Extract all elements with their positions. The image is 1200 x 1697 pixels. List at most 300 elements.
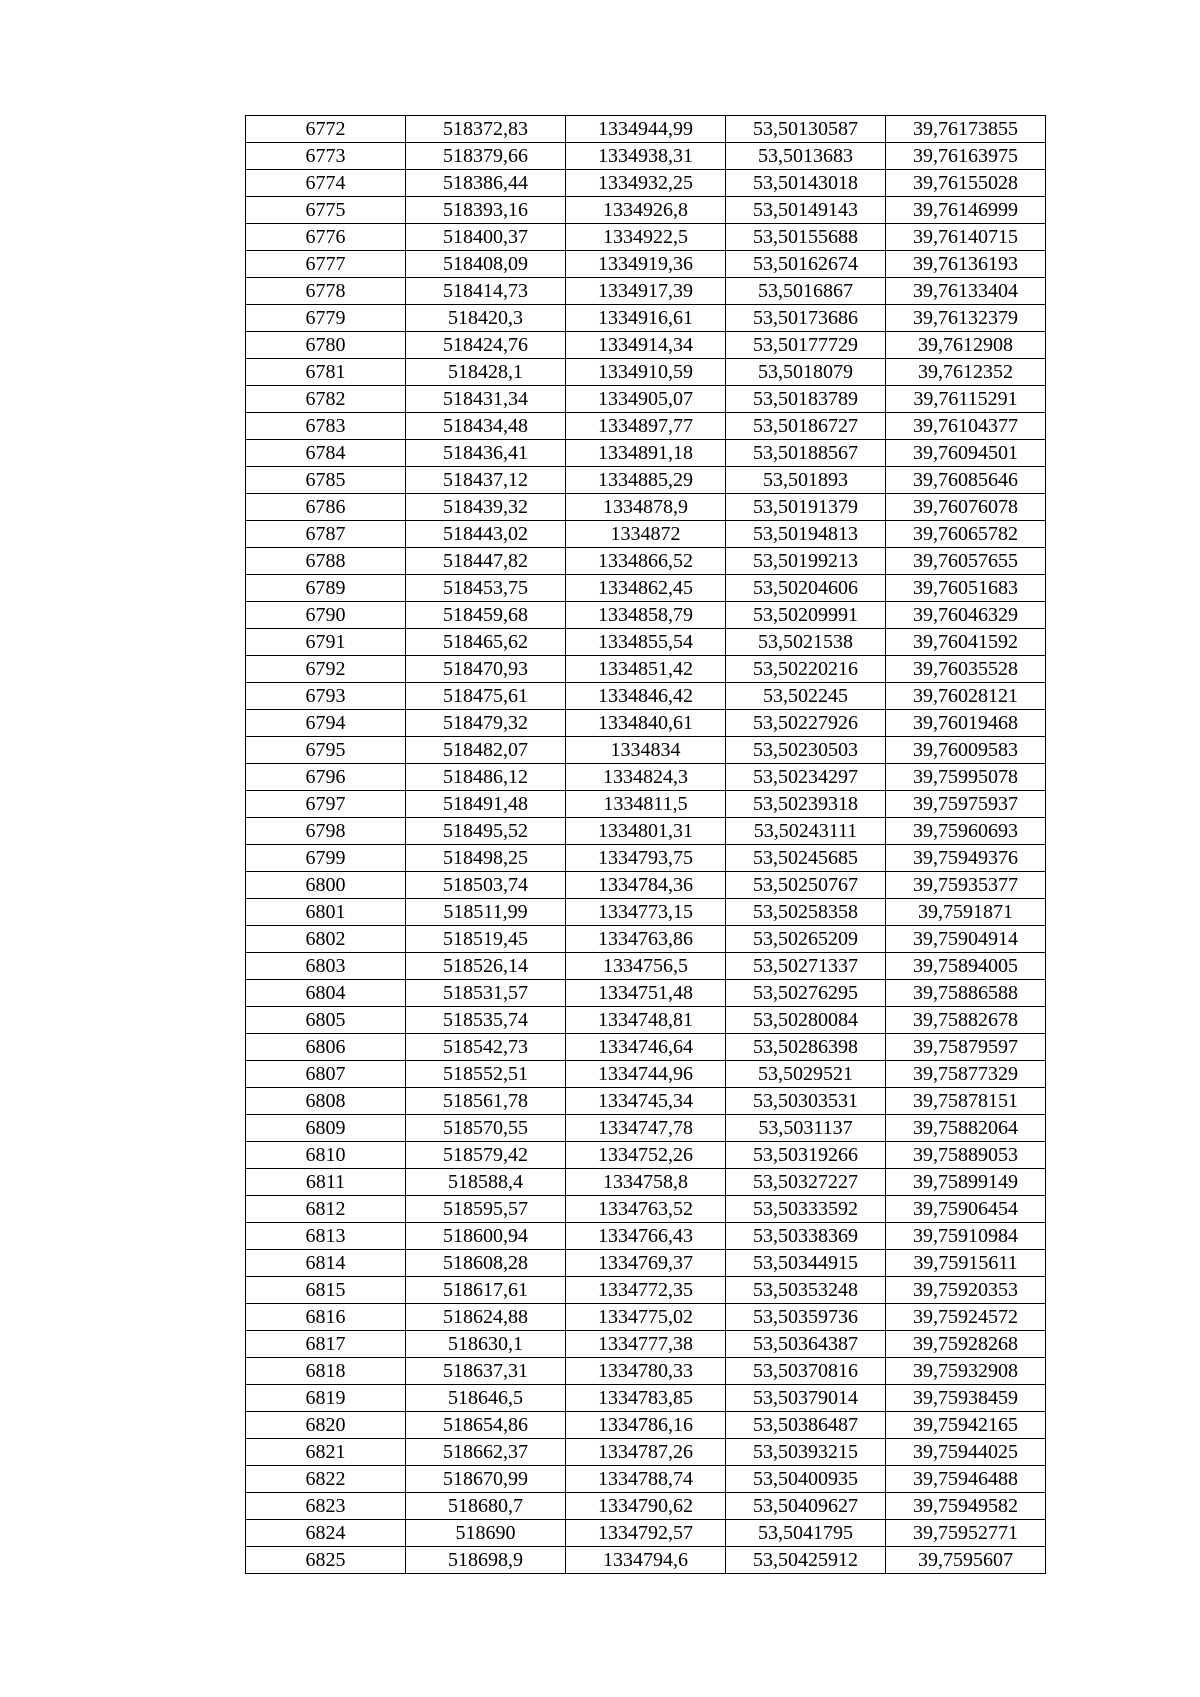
y-coordinate-cell: 1334769,37 [566,1250,726,1277]
table-row [246,1439,1046,1466]
latitude-cell: 53,50243111 [726,818,886,845]
point-number-cell: 6819 [246,1385,406,1412]
y-coordinate-cell: 1334858,79 [566,602,726,629]
point-number-cell: 6809 [246,1115,406,1142]
longitude-cell: 39,7591871 [886,899,1046,926]
y-coordinate-cell: 1334745,34 [566,1088,726,1115]
x-coordinate-cell: 518662,37 [406,1439,566,1466]
x-coordinate-cell: 518526,14 [406,953,566,980]
latitude-cell: 53,5029521 [726,1061,886,1088]
longitude-cell: 39,75915611 [886,1250,1046,1277]
longitude-cell: 39,76051683 [886,575,1046,602]
table-row [246,1061,1046,1088]
point-number-cell: 6772 [246,116,406,143]
y-coordinate-cell: 1334780,33 [566,1358,726,1385]
longitude-cell: 39,75878151 [886,1088,1046,1115]
latitude-cell: 53,50327227 [726,1169,886,1196]
x-coordinate-cell: 518646,5 [406,1385,566,1412]
latitude-cell: 53,50271337 [726,953,886,980]
latitude-cell: 53,50333592 [726,1196,886,1223]
table-row [246,386,1046,413]
point-number-cell: 6802 [246,926,406,953]
table-row [246,1304,1046,1331]
y-coordinate-cell: 1334932,25 [566,170,726,197]
longitude-cell: 39,75949376 [886,845,1046,872]
latitude-cell: 53,50319266 [726,1142,886,1169]
point-number-cell: 6774 [246,170,406,197]
table-row [246,251,1046,278]
latitude-cell: 53,50143018 [726,170,886,197]
x-coordinate-cell: 518453,75 [406,575,566,602]
x-coordinate-cell: 518414,73 [406,278,566,305]
y-coordinate-cell: 1334786,16 [566,1412,726,1439]
y-coordinate-cell: 1334917,39 [566,278,726,305]
y-coordinate-cell: 1334910,59 [566,359,726,386]
latitude-cell: 53,50258358 [726,899,886,926]
table-row [246,1034,1046,1061]
longitude-cell: 39,76140715 [886,224,1046,251]
x-coordinate-cell: 518486,12 [406,764,566,791]
y-coordinate-cell: 1334794,6 [566,1547,726,1574]
point-number-cell: 6798 [246,818,406,845]
x-coordinate-cell: 518447,82 [406,548,566,575]
y-coordinate-cell: 1334922,5 [566,224,726,251]
table-row [246,710,1046,737]
x-coordinate-cell: 518459,68 [406,602,566,629]
x-coordinate-cell: 518630,1 [406,1331,566,1358]
point-number-cell: 6815 [246,1277,406,1304]
latitude-cell: 53,50130587 [726,116,886,143]
table-row [246,548,1046,575]
y-coordinate-cell: 1334862,45 [566,575,726,602]
longitude-cell: 39,75882064 [886,1115,1046,1142]
x-coordinate-cell: 518624,88 [406,1304,566,1331]
table-row [246,1547,1046,1574]
longitude-cell: 39,7612352 [886,359,1046,386]
longitude-cell: 39,76094501 [886,440,1046,467]
x-coordinate-cell: 518570,55 [406,1115,566,1142]
table-row [246,1412,1046,1439]
y-coordinate-cell: 1334772,35 [566,1277,726,1304]
longitude-cell: 39,76173855 [886,116,1046,143]
point-number-cell: 6791 [246,629,406,656]
longitude-cell: 39,76019468 [886,710,1046,737]
longitude-cell: 39,76046329 [886,602,1046,629]
longitude-cell: 39,76057655 [886,548,1046,575]
y-coordinate-cell: 1334801,31 [566,818,726,845]
table-row [246,872,1046,899]
longitude-cell: 39,75946488 [886,1466,1046,1493]
longitude-cell: 39,76115291 [886,386,1046,413]
x-coordinate-cell: 518617,61 [406,1277,566,1304]
point-number-cell: 6778 [246,278,406,305]
y-coordinate-cell: 1334872 [566,521,726,548]
longitude-cell: 39,76041592 [886,629,1046,656]
table-row [246,1331,1046,1358]
point-number-cell: 6782 [246,386,406,413]
y-coordinate-cell: 1334783,85 [566,1385,726,1412]
table-row [246,1520,1046,1547]
longitude-cell: 39,75877329 [886,1061,1046,1088]
table-row [246,305,1046,332]
y-coordinate-cell: 1334784,36 [566,872,726,899]
y-coordinate-cell: 1334763,52 [566,1196,726,1223]
longitude-cell: 39,75942165 [886,1412,1046,1439]
x-coordinate-cell: 518680,7 [406,1493,566,1520]
latitude-cell: 53,50239318 [726,791,886,818]
y-coordinate-cell: 1334891,18 [566,440,726,467]
point-number-cell: 6773 [246,143,406,170]
table-row [246,1169,1046,1196]
x-coordinate-cell: 518608,28 [406,1250,566,1277]
x-coordinate-cell: 518420,3 [406,305,566,332]
longitude-cell: 39,75928268 [886,1331,1046,1358]
table-row [246,1115,1046,1142]
longitude-cell: 39,76035528 [886,656,1046,683]
point-number-cell: 6787 [246,521,406,548]
table-row [246,575,1046,602]
table-row [246,440,1046,467]
y-coordinate-cell: 1334748,81 [566,1007,726,1034]
longitude-cell: 39,75882678 [886,1007,1046,1034]
x-coordinate-cell: 518698,9 [406,1547,566,1574]
table-row [246,656,1046,683]
table-row [246,1142,1046,1169]
x-coordinate-cell: 518475,61 [406,683,566,710]
latitude-cell: 53,50303531 [726,1088,886,1115]
y-coordinate-cell: 1334938,31 [566,143,726,170]
longitude-cell: 39,75952771 [886,1520,1046,1547]
latitude-cell: 53,50386487 [726,1412,886,1439]
point-number-cell: 6779 [246,305,406,332]
longitude-cell: 39,76132379 [886,305,1046,332]
y-coordinate-cell: 1334751,48 [566,980,726,1007]
latitude-cell: 53,5018079 [726,359,886,386]
latitude-cell: 53,5013683 [726,143,886,170]
table-row [246,926,1046,953]
x-coordinate-cell: 518434,48 [406,413,566,440]
point-number-cell: 6813 [246,1223,406,1250]
table-row [246,683,1046,710]
point-number-cell: 6785 [246,467,406,494]
latitude-cell: 53,50344915 [726,1250,886,1277]
table-row [246,737,1046,764]
latitude-cell: 53,5041795 [726,1520,886,1547]
x-coordinate-cell: 518379,66 [406,143,566,170]
longitude-cell: 39,75944025 [886,1439,1046,1466]
y-coordinate-cell: 1334885,29 [566,467,726,494]
table-row [246,1493,1046,1520]
table-row [246,1466,1046,1493]
latitude-cell: 53,50155688 [726,224,886,251]
table-row [246,1358,1046,1385]
point-number-cell: 6775 [246,197,406,224]
latitude-cell: 53,50338369 [726,1223,886,1250]
x-coordinate-cell: 518519,45 [406,926,566,953]
latitude-cell: 53,50173686 [726,305,886,332]
latitude-cell: 53,50359736 [726,1304,886,1331]
latitude-cell: 53,502245 [726,683,886,710]
point-number-cell: 6801 [246,899,406,926]
latitude-cell: 53,50265209 [726,926,886,953]
latitude-cell: 53,50353248 [726,1277,886,1304]
y-coordinate-cell: 1334840,61 [566,710,726,737]
x-coordinate-cell: 518431,34 [406,386,566,413]
y-coordinate-cell: 1334775,02 [566,1304,726,1331]
longitude-cell: 39,76155028 [886,170,1046,197]
longitude-cell: 39,75949582 [886,1493,1046,1520]
y-coordinate-cell: 1334744,96 [566,1061,726,1088]
latitude-cell: 53,50209991 [726,602,886,629]
point-number-cell: 6794 [246,710,406,737]
y-coordinate-cell: 1334919,36 [566,251,726,278]
longitude-cell: 39,75894005 [886,953,1046,980]
y-coordinate-cell: 1334773,15 [566,899,726,926]
y-coordinate-cell: 1334747,78 [566,1115,726,1142]
longitude-cell: 39,76028121 [886,683,1046,710]
latitude-cell: 53,50204606 [726,575,886,602]
latitude-cell: 53,50162674 [726,251,886,278]
x-coordinate-cell: 518470,93 [406,656,566,683]
x-coordinate-cell: 518690 [406,1520,566,1547]
x-coordinate-cell: 518428,1 [406,359,566,386]
table-row [246,467,1046,494]
y-coordinate-cell: 1334944,99 [566,116,726,143]
latitude-cell: 53,501893 [726,467,886,494]
table-row [246,1088,1046,1115]
x-coordinate-cell: 518437,12 [406,467,566,494]
x-coordinate-cell: 518588,4 [406,1169,566,1196]
point-number-cell: 6792 [246,656,406,683]
table-row [246,1196,1046,1223]
point-number-cell: 6824 [246,1520,406,1547]
point-number-cell: 6808 [246,1088,406,1115]
x-coordinate-cell: 518552,51 [406,1061,566,1088]
x-coordinate-cell: 518511,99 [406,899,566,926]
x-coordinate-cell: 518595,57 [406,1196,566,1223]
longitude-cell: 39,76163975 [886,143,1046,170]
table-row [246,197,1046,224]
point-number-cell: 6790 [246,602,406,629]
table-row [246,170,1046,197]
y-coordinate-cell: 1334866,52 [566,548,726,575]
y-coordinate-cell: 1334905,07 [566,386,726,413]
y-coordinate-cell: 1334851,42 [566,656,726,683]
longitude-cell: 39,75995078 [886,764,1046,791]
point-number-cell: 6818 [246,1358,406,1385]
y-coordinate-cell: 1334914,34 [566,332,726,359]
y-coordinate-cell: 1334788,74 [566,1466,726,1493]
latitude-cell: 53,50220216 [726,656,886,683]
x-coordinate-cell: 518535,74 [406,1007,566,1034]
latitude-cell: 53,50379014 [726,1385,886,1412]
longitude-cell: 39,75889053 [886,1142,1046,1169]
table-row [246,278,1046,305]
latitude-cell: 53,50177729 [726,332,886,359]
coordinates-table [245,115,1046,1574]
longitude-cell: 39,75910984 [886,1223,1046,1250]
point-number-cell: 6780 [246,332,406,359]
table-row [246,980,1046,1007]
longitude-cell: 39,75920353 [886,1277,1046,1304]
point-number-cell: 6789 [246,575,406,602]
table-row [246,1007,1046,1034]
y-coordinate-cell: 1334792,57 [566,1520,726,1547]
point-number-cell: 6804 [246,980,406,1007]
point-number-cell: 6822 [246,1466,406,1493]
y-coordinate-cell: 1334766,43 [566,1223,726,1250]
x-coordinate-cell: 518424,76 [406,332,566,359]
table-row [246,1385,1046,1412]
longitude-cell: 39,76065782 [886,521,1046,548]
x-coordinate-cell: 518482,07 [406,737,566,764]
point-number-cell: 6811 [246,1169,406,1196]
latitude-cell: 53,5021538 [726,629,886,656]
y-coordinate-cell: 1334793,75 [566,845,726,872]
latitude-cell: 53,50149143 [726,197,886,224]
x-coordinate-cell: 518443,02 [406,521,566,548]
y-coordinate-cell: 1334846,42 [566,683,726,710]
point-number-cell: 6820 [246,1412,406,1439]
latitude-cell: 53,5031137 [726,1115,886,1142]
x-coordinate-cell: 518400,37 [406,224,566,251]
point-number-cell: 6788 [246,548,406,575]
longitude-cell: 39,75935377 [886,872,1046,899]
x-coordinate-cell: 518498,25 [406,845,566,872]
longitude-cell: 39,75932908 [886,1358,1046,1385]
latitude-cell: 53,50194813 [726,521,886,548]
latitude-cell: 53,50409627 [726,1493,886,1520]
point-number-cell: 6823 [246,1493,406,1520]
longitude-cell: 39,76104377 [886,413,1046,440]
longitude-cell: 39,75879597 [886,1034,1046,1061]
point-number-cell: 6796 [246,764,406,791]
x-coordinate-cell: 518465,62 [406,629,566,656]
point-number-cell: 6803 [246,953,406,980]
table-row [246,899,1046,926]
x-coordinate-cell: 518436,41 [406,440,566,467]
y-coordinate-cell: 1334777,38 [566,1331,726,1358]
x-coordinate-cell: 518531,57 [406,980,566,1007]
table-row [246,818,1046,845]
point-number-cell: 6800 [246,872,406,899]
latitude-cell: 53,50245685 [726,845,886,872]
point-number-cell: 6797 [246,791,406,818]
table-row [246,1223,1046,1250]
x-coordinate-cell: 518439,32 [406,494,566,521]
table-row [246,764,1046,791]
table-row [246,1277,1046,1304]
x-coordinate-cell: 518670,99 [406,1466,566,1493]
x-coordinate-cell: 518503,74 [406,872,566,899]
y-coordinate-cell: 1334897,77 [566,413,726,440]
latitude-cell: 53,50250767 [726,872,886,899]
latitude-cell: 53,50425912 [726,1547,886,1574]
point-number-cell: 6810 [246,1142,406,1169]
latitude-cell: 53,50370816 [726,1358,886,1385]
x-coordinate-cell: 518654,86 [406,1412,566,1439]
latitude-cell: 53,50230503 [726,737,886,764]
longitude-cell: 39,75960693 [886,818,1046,845]
longitude-cell: 39,75899149 [886,1169,1046,1196]
y-coordinate-cell: 1334752,26 [566,1142,726,1169]
point-number-cell: 6795 [246,737,406,764]
point-number-cell: 6786 [246,494,406,521]
table-row [246,116,1046,143]
longitude-cell: 39,75906454 [886,1196,1046,1223]
longitude-cell: 39,7595607 [886,1547,1046,1574]
table-row [246,521,1046,548]
point-number-cell: 6781 [246,359,406,386]
point-number-cell: 6777 [246,251,406,278]
y-coordinate-cell: 1334758,8 [566,1169,726,1196]
x-coordinate-cell: 518495,52 [406,818,566,845]
y-coordinate-cell: 1334834 [566,737,726,764]
longitude-cell: 39,75904914 [886,926,1046,953]
x-coordinate-cell: 518579,42 [406,1142,566,1169]
x-coordinate-cell: 518479,32 [406,710,566,737]
y-coordinate-cell: 1334824,3 [566,764,726,791]
y-coordinate-cell: 1334746,64 [566,1034,726,1061]
point-number-cell: 6816 [246,1304,406,1331]
y-coordinate-cell: 1334811,5 [566,791,726,818]
y-coordinate-cell: 1334763,86 [566,926,726,953]
y-coordinate-cell: 1334756,5 [566,953,726,980]
longitude-cell: 39,75886588 [886,980,1046,1007]
longitude-cell: 39,75924572 [886,1304,1046,1331]
latitude-cell: 53,50280084 [726,1007,886,1034]
latitude-cell: 53,50286398 [726,1034,886,1061]
table-row [246,1250,1046,1277]
table-row [246,494,1046,521]
x-coordinate-cell: 518600,94 [406,1223,566,1250]
longitude-cell: 39,76085646 [886,467,1046,494]
x-coordinate-cell: 518393,16 [406,197,566,224]
point-number-cell: 6799 [246,845,406,872]
point-number-cell: 6812 [246,1196,406,1223]
point-number-cell: 6817 [246,1331,406,1358]
y-coordinate-cell: 1334855,54 [566,629,726,656]
point-number-cell: 6825 [246,1547,406,1574]
latitude-cell: 53,50400935 [726,1466,886,1493]
longitude-cell: 39,76146999 [886,197,1046,224]
y-coordinate-cell: 1334916,61 [566,305,726,332]
x-coordinate-cell: 518372,83 [406,116,566,143]
table-row [246,359,1046,386]
table-row [246,845,1046,872]
point-number-cell: 6814 [246,1250,406,1277]
latitude-cell: 53,50234297 [726,764,886,791]
longitude-cell: 39,7612908 [886,332,1046,359]
latitude-cell: 53,50393215 [726,1439,886,1466]
table-row [246,629,1046,656]
y-coordinate-cell: 1334790,62 [566,1493,726,1520]
point-number-cell: 6793 [246,683,406,710]
point-number-cell: 6784 [246,440,406,467]
x-coordinate-cell: 518408,09 [406,251,566,278]
longitude-cell: 39,76133404 [886,278,1046,305]
y-coordinate-cell: 1334878,9 [566,494,726,521]
latitude-cell: 53,50191379 [726,494,886,521]
table-row [246,143,1046,170]
table-row [246,332,1046,359]
x-coordinate-cell: 518386,44 [406,170,566,197]
x-coordinate-cell: 518561,78 [406,1088,566,1115]
longitude-cell: 39,75938459 [886,1385,1046,1412]
longitude-cell: 39,76009583 [886,737,1046,764]
point-number-cell: 6776 [246,224,406,251]
point-number-cell: 6806 [246,1034,406,1061]
